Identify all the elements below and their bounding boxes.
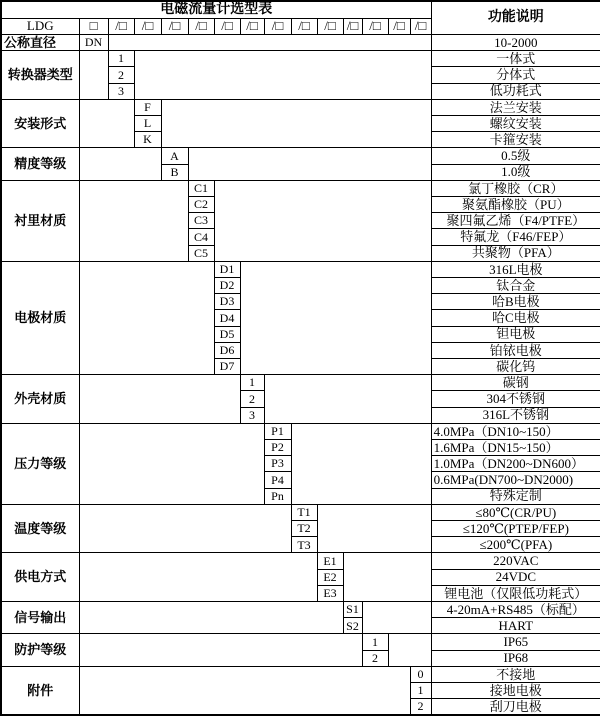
empty-cell (161, 99, 431, 148)
option-code: C2 (188, 196, 214, 212)
option-desc: 0.5级 (431, 148, 600, 164)
empty-cell (343, 553, 431, 602)
empty-cell (79, 51, 108, 100)
option-desc: 分体式 (431, 67, 600, 83)
option-desc: 低功耗式 (431, 83, 600, 99)
empty-cell (79, 423, 264, 504)
option-desc: 一体式 (431, 51, 600, 67)
option-desc: 1.0MPa（DN200~DN600） (431, 456, 600, 472)
option-desc: 氯丁橡胶（CR） (431, 180, 600, 196)
option-code: 3 (240, 407, 264, 423)
option-desc: 10-2000 (431, 34, 600, 50)
empty-cell (264, 375, 431, 424)
option-desc: ≤200℃(PFA) (431, 537, 600, 553)
option-desc: 接地电极 (431, 683, 600, 699)
empty-cell (79, 148, 161, 180)
option-desc: 4.0MPa（DN10~150） (431, 423, 600, 439)
empty-cell (214, 180, 431, 261)
option-desc: 特氟龙（F46/FEP） (431, 229, 600, 245)
empty-cell (79, 634, 362, 666)
category-label: 外壳材质 (1, 375, 79, 424)
option-desc: HART (431, 618, 600, 634)
option-desc: IP65 (431, 634, 600, 650)
option-desc: 316L电极 (431, 261, 600, 277)
option-code: D2 (214, 277, 240, 293)
option-code: S1 (343, 602, 362, 618)
option-desc: 卡箍安装 (431, 132, 600, 148)
model-box: □ (79, 18, 108, 34)
option-desc: 24VDC (431, 569, 600, 585)
option-desc: 铂铱电极 (431, 342, 600, 358)
category-label: 供电方式 (1, 553, 79, 602)
option-code: D3 (214, 294, 240, 310)
option-desc: 哈B电极 (431, 294, 600, 310)
empty-cell (188, 148, 431, 180)
option-code: P2 (264, 439, 291, 455)
option-code: F (134, 99, 161, 115)
option-desc: ≤120℃(PTEP/FEP) (431, 521, 600, 537)
option-code: D1 (214, 261, 240, 277)
category-label: 温度等级 (1, 504, 79, 553)
empty-cell (79, 666, 410, 715)
option-desc: 刮刀电极 (431, 699, 600, 715)
option-code: P4 (264, 472, 291, 488)
option-code: C1 (188, 180, 214, 196)
option-code: A (161, 148, 188, 164)
empty-cell (79, 99, 134, 148)
model-slash-box: /□ (214, 18, 240, 34)
option-desc: 共聚物（PFA） (431, 245, 600, 261)
option-code: 0 (410, 666, 431, 682)
option-code: D4 (214, 310, 240, 326)
option-code: P3 (264, 456, 291, 472)
model-slash-box: /□ (343, 18, 362, 34)
model-slash-box: /□ (264, 18, 291, 34)
empty-cell (108, 34, 431, 50)
empty-cell (240, 261, 431, 374)
option-code: D6 (214, 342, 240, 358)
category-label: 安装形式 (1, 99, 79, 148)
category-label: 信号输出 (1, 602, 79, 634)
model-slash-box: /□ (134, 18, 161, 34)
option-code: C5 (188, 245, 214, 261)
option-code: 1 (108, 51, 134, 67)
category-label: 衬里材质 (1, 180, 79, 261)
option-code: T3 (291, 537, 317, 553)
option-desc: 1.6MPa（DN15~150） (431, 439, 600, 455)
option-code: 2 (108, 67, 134, 83)
table-title: 电磁流量计选型表 (1, 1, 431, 18)
model-slash-box: /□ (188, 18, 214, 34)
option-code: P1 (264, 423, 291, 439)
option-desc: 0.6MPa(DN700~DN2000) (431, 472, 600, 488)
category-label: 防护等级 (1, 634, 79, 666)
option-code: E1 (317, 553, 343, 569)
option-code: D7 (214, 358, 240, 374)
option-code: D5 (214, 326, 240, 342)
option-desc: 螺纹安装 (431, 115, 600, 131)
option-desc: 不接地 (431, 666, 600, 682)
option-desc: 1.0级 (431, 164, 600, 180)
option-desc: ≤80℃(CR/PU) (431, 504, 600, 520)
option-desc: 锂电池（仅限低功耗式） (431, 585, 600, 601)
option-desc: 特殊定制 (431, 488, 600, 504)
option-code: C3 (188, 213, 214, 229)
option-code: L (134, 115, 161, 131)
empty-cell (134, 51, 431, 100)
option-desc: 4-20mA+RS485（标配） (431, 602, 600, 618)
category-label: 压力等级 (1, 423, 79, 504)
empty-cell (79, 602, 343, 634)
option-desc: 220VAC (431, 553, 600, 569)
option-code: 2 (240, 391, 264, 407)
model-slash-box: /□ (240, 18, 264, 34)
option-desc: 钽电极 (431, 326, 600, 342)
option-code: 1 (240, 375, 264, 391)
option-desc: 碳化钨 (431, 358, 600, 374)
desc-header: 功能说明 (431, 1, 600, 34)
empty-cell (79, 504, 291, 553)
category-label: 电极材质 (1, 261, 79, 374)
option-code: K (134, 132, 161, 148)
category-label: 公称直径 (1, 34, 79, 50)
empty-cell (388, 634, 431, 666)
option-desc: 哈C电极 (431, 310, 600, 326)
empty-cell (362, 602, 431, 634)
option-code: 2 (410, 699, 431, 715)
empty-cell (79, 553, 317, 602)
model-slash-box: /□ (388, 18, 410, 34)
option-code: DN (79, 34, 108, 50)
option-code: 1 (362, 634, 388, 650)
model-slash-box: /□ (317, 18, 343, 34)
category-label: 精度等级 (1, 148, 79, 180)
option-code: S2 (343, 618, 362, 634)
empty-cell (79, 180, 188, 261)
empty-cell (291, 423, 431, 504)
option-code: Pn (264, 488, 291, 504)
option-desc: 钛合金 (431, 277, 600, 293)
option-code: T1 (291, 504, 317, 520)
category-label: 转换器类型 (1, 51, 79, 100)
model-slash-box: /□ (291, 18, 317, 34)
category-label: 附件 (1, 666, 79, 715)
option-code: C4 (188, 229, 214, 245)
option-desc: IP68 (431, 650, 600, 666)
option-desc: 碳钢 (431, 375, 600, 391)
option-desc: 304不锈钢 (431, 391, 600, 407)
option-code: E3 (317, 585, 343, 601)
model-slash-box: /□ (410, 18, 431, 34)
option-code: 1 (410, 683, 431, 699)
option-code: B (161, 164, 188, 180)
option-code: 2 (362, 650, 388, 666)
empty-cell (317, 504, 431, 553)
option-code: T2 (291, 521, 317, 537)
model-prefix: LDG (1, 18, 79, 34)
option-code: 3 (108, 83, 134, 99)
option-desc: 316L不锈钢 (431, 407, 600, 423)
empty-cell (79, 375, 240, 424)
option-desc: 聚四氟乙烯（F4/PTFE） (431, 213, 600, 229)
option-desc: 法兰安装 (431, 99, 600, 115)
empty-cell (79, 261, 214, 374)
option-desc: 聚氨酯橡胶（PU） (431, 196, 600, 212)
model-slash-box: /□ (362, 18, 388, 34)
model-slash-box: /□ (161, 18, 188, 34)
model-slash-box: /□ (108, 18, 134, 34)
option-code: E2 (317, 569, 343, 585)
